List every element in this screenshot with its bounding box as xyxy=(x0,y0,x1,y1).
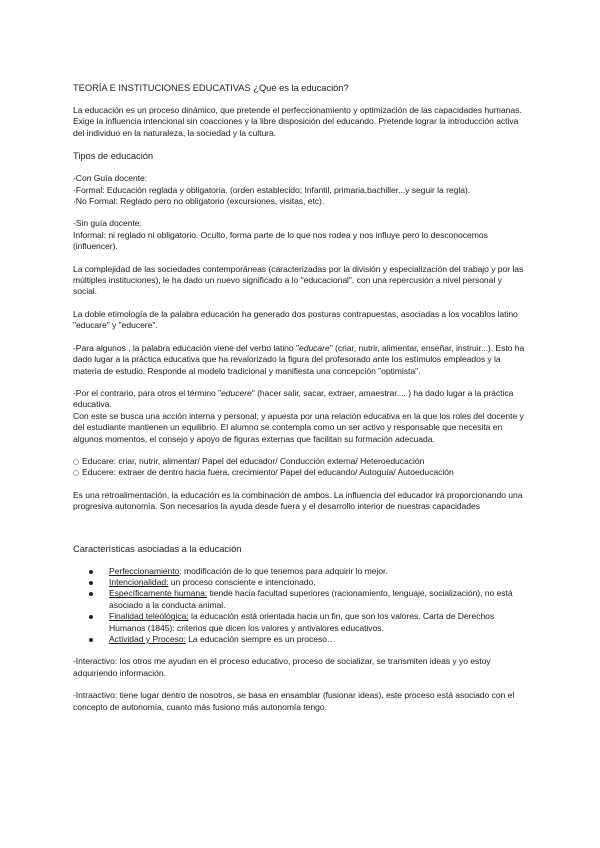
item-text: La educación siempre es un proceso… xyxy=(185,634,336,644)
sin-guia-label: -Sin guía docente: xyxy=(73,218,142,229)
item-text: un proceso consciente e intencionado. xyxy=(168,576,316,587)
list-item xyxy=(73,577,528,588)
list-item xyxy=(73,566,528,577)
item-text: : modificación de lo que tenemos para adquirir lo mejor. xyxy=(179,565,388,576)
bullet-dot-icon xyxy=(89,638,93,642)
educare-bullet-text: Educare: criar, nutrir, alimentar/ Papel del educador/ Conducción externa/ Heteroeducación xyxy=(82,455,425,466)
etimologia-paragraph: La doble etimología de la palabra educación ha generado dos posturas contrapuestas, asociadas a los vocablos latino "educare" y "educere". xyxy=(73,308,518,331)
por-contrario-post: " (hacer salir, sacar, extraer, amaestrar.... ) ha dado lugar a la práctica educativa. xyxy=(73,387,514,410)
educare-term: educare xyxy=(298,342,330,353)
con-guia-label: -Con Guía docente: xyxy=(73,173,148,184)
circle-bullet-icon xyxy=(73,470,79,476)
bullet-dot-icon xyxy=(89,570,93,574)
bullet-dot-icon xyxy=(89,615,93,619)
item-text: tiende hacia facultad superiores (racionamiento, lenguaje, socialización), no está asociado a la conducta animal. xyxy=(109,588,513,610)
intraactivo-paragraph: -Intraactivo: tiene lugar dentro de nosotros, se basa en ensamblar (fusionar ideas), este proceso está asociado con el concepto de autonomía, cuanto más fusiono más autonomía tengo. xyxy=(73,690,515,712)
list-item xyxy=(73,634,528,645)
item-term: Actividad y Proceso: xyxy=(109,634,186,644)
item-term: Intencionalidad: xyxy=(109,576,169,587)
educere-term: educere xyxy=(221,387,252,398)
complejidad-paragraph: La complejidad de las sociedades contemporáneas (caracterizadas por la división y especialización del trabajo y por las múltiples instituciones), le ha dado un nuevo significado a lo "educacional", con una repercusión a nivel personal y social. xyxy=(73,263,524,297)
tipos-heading: Tipos de educación xyxy=(73,150,154,162)
para-algunos-paragraph xyxy=(73,343,528,377)
educere-bullet-text: Educere: extraer de dentro hacia fuera, crecimiento/ Papel del educando/ Autoguía/ Autoeducación xyxy=(82,467,454,478)
formal-line: ·Formal: Educación reglada y obligatoria. (orden establecido; Infantil, primaria,bachiller...y seguir la regla). xyxy=(73,184,471,195)
list-item xyxy=(73,588,528,611)
retro-paragraph: Es una retroalimentación, la educación es la combinación de ambos. La influencia del educador irá proporcionando una progresiva autonomía. Son necesarios la ayuda desde fuera y el desarrollo interior de nuestras capacidades xyxy=(73,489,523,512)
por-contrario-paragraph xyxy=(73,388,528,411)
document-title: TEORÍA E INSTITUCIONES EDUCATIVAS ¿Qué es la educación? xyxy=(73,82,349,93)
por-contrario-rest: Con este se busca una acción interna y personal; y apuesta por una relación educativa en la que los roles del docente y del estudiante mantienen un equilibrio. El alumno se contempla como un ser activo y responsable que necesita en algunos momentos, el consejo y apoyo de figuras externas que facilitan su formación adecuada. xyxy=(73,410,524,444)
para-algunos-pre: -Para algunos , la palabra educación viene del verbo latino " xyxy=(73,342,299,353)
caracteristicas-list xyxy=(73,566,528,646)
por-contrario-pre: -Por el contrario, para otros el término " xyxy=(73,387,222,398)
educere-bullet xyxy=(73,467,528,478)
bullet-dot-icon xyxy=(89,592,93,596)
circle-bullet-icon xyxy=(73,459,79,465)
interactivo-paragraph: -Interactivo: los otros me ayudan en el proceso educativo, proceso de socializar, se transmiten ideas y yo estoy adquiriendo información. xyxy=(73,656,491,678)
bullet-dot-icon xyxy=(89,581,93,585)
item-term: Específicamente humana: xyxy=(109,588,208,599)
item-term: Perfeccionamiento xyxy=(109,565,180,576)
document-body xyxy=(73,82,528,713)
para-algunos-post: " (criar, nutrir, alimentar, enseñar, instruir...). Esto ha dado lugar a la práctica educativa que ha revalorizado la figura del profesorado ante los estímulos empleados y la materia de estudio. Responde al modelo tradicional y manifiesta una concepción "optimista". xyxy=(73,342,525,376)
no-formal-line: ·No Formal: Reglado pero no obligatorio (excursiones, visitas, etc). xyxy=(73,196,325,207)
item-text: la educación está orientada hacia un fin, que son los valores. Carta de Derechos Humanos (1845): criterios que dicen los valores y antivalores educativos. xyxy=(109,611,495,633)
caracteristicas-heading: Características asociadas a la educación xyxy=(73,542,242,554)
educare-bullet xyxy=(73,456,528,467)
intro-paragraph: La educación es un proceso dinámico, que pretende el perfeccionamiento y optimización de las capacidades humanas. Exige la influencia intencional sin coacciones y la libre disposición del educando. Pretende lograr la introducción activa del individuo en la naturaleza, la sociedad y la cultura. xyxy=(73,105,522,138)
item-term: Finalidad teleológica: xyxy=(109,611,189,622)
informal-line: Informal: ni reglado ni obligatorio. Oculto, forma parte de lo que nos rodea y nos influye pero lo desconocemos (influencer). xyxy=(73,229,488,252)
list-item xyxy=(73,611,528,634)
